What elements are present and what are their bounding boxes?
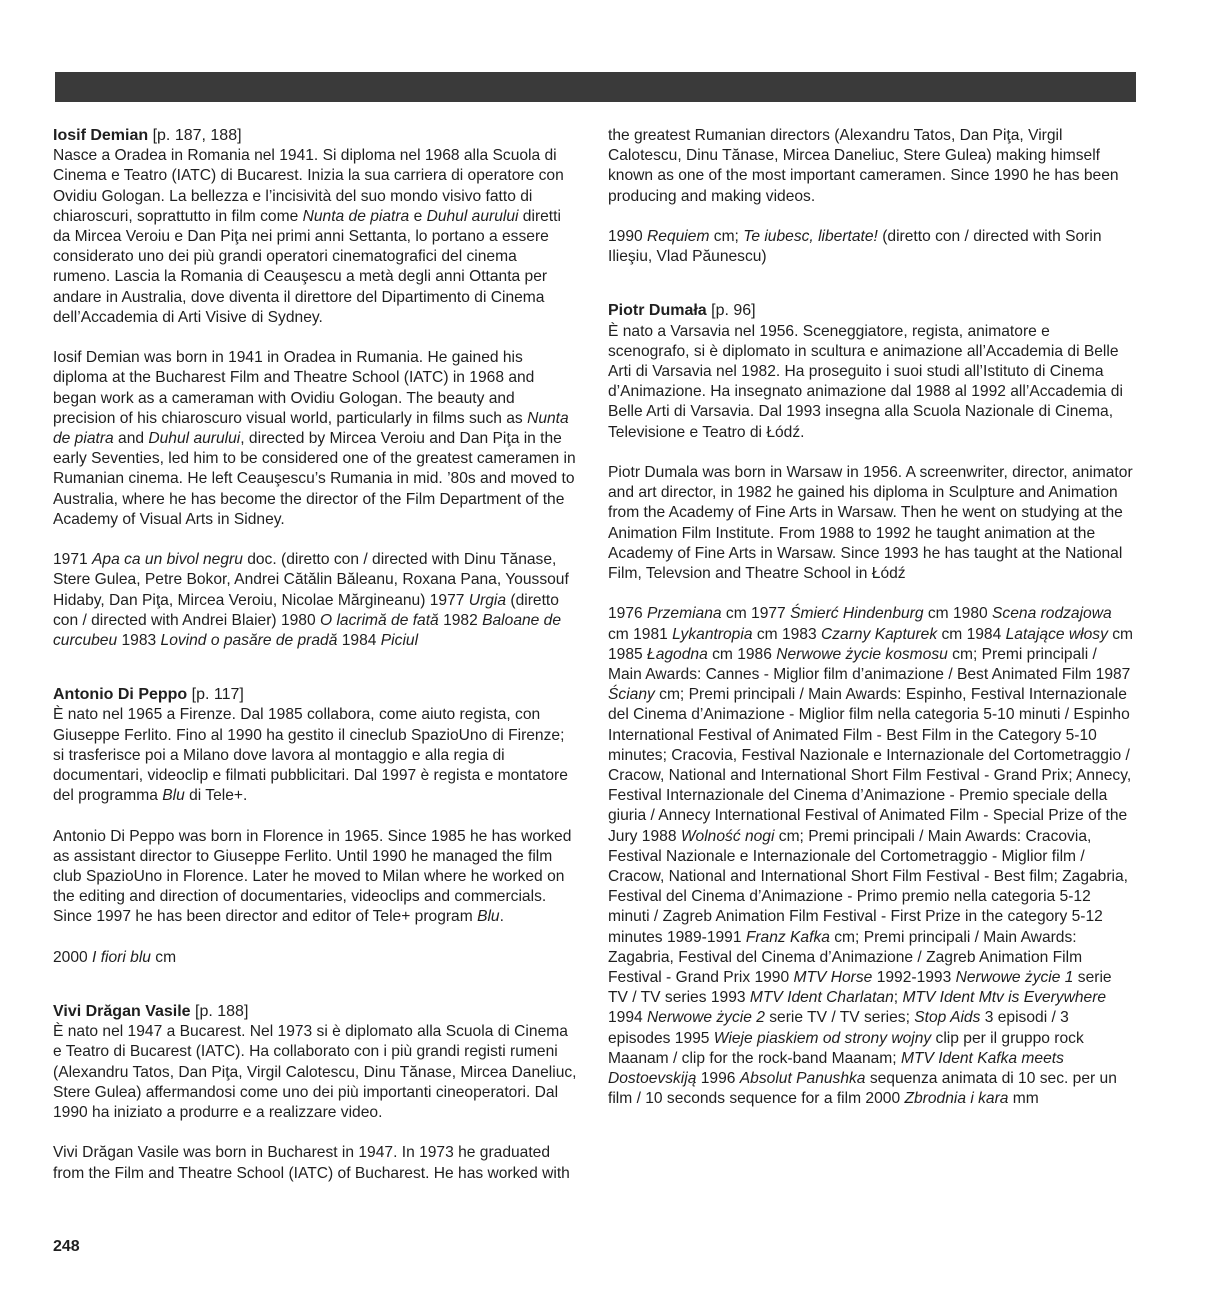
text-segment: 1988 xyxy=(641,827,681,845)
title-text: Lykantropia xyxy=(672,625,753,643)
text-segment: cm xyxy=(1107,625,1134,643)
text-segment: 1976 xyxy=(608,605,648,623)
entry-heading-dipeppo: Antonio Di Peppo [p. 117] xyxy=(53,686,244,704)
text-segment: (diretto con / directed with Sorin Ilieşiu, Vlad Păunescu) xyxy=(608,228,1102,266)
title-text: Nunta de piatra xyxy=(53,409,569,448)
title-text: Nerwowe życie 2 xyxy=(647,1009,765,1027)
bio-italian xyxy=(53,1022,578,1123)
text-segment: 1982 xyxy=(443,611,483,629)
title-text: Duhul aurului xyxy=(148,430,241,448)
text-segment: the greatest Rumanian directors (Alexandru Tatos, Dan Piţa, Virgil Calotescu, Dinu Tănase, Mircea Daneliuc, Stere Gulea) making himself known as one of the most important cameramen. Since 1990 he has been producing and making videos. xyxy=(608,127,1119,205)
title-text: Wieje piaskiem od strony wojny xyxy=(713,1029,932,1047)
text-segment: 2000 xyxy=(865,1090,905,1108)
text-segment: 1992-1993 xyxy=(876,969,956,987)
text-segment: 1977 xyxy=(429,591,469,609)
title-text: Łagodna xyxy=(647,645,708,663)
text-segment: cm xyxy=(608,625,634,643)
text-segment: cm; Premi principali / Main Awards: Espinho, Festival Internazionale del Cinema d’Animazione - Miglior film nella categoria 5-10 minuti / Espinho International Festival of Animated Film - Best Film in the Category 5-10 minutes; Cracovia, Festival Nazionale e Internazionale del Cortometraggio / Cracow, National and International Short Film Festival - Grand Prix; Annecy, Festival Internazionale del Cinema d’Animazione - Premio speciale della giuria / Annecy International Festival of Animated Film - Special Prize of the Jury xyxy=(608,686,1132,845)
title-text: Baloane de curcubeu xyxy=(53,611,562,650)
text-segment: cm xyxy=(721,605,752,623)
text-segment: cm; Premi principali / Main Awards: Zagabria, Festival del Cinema d’Animazione / Zagreb Animation Film Festival - Grand Prix xyxy=(608,928,1083,987)
text-segment: serie TV / TV series; xyxy=(764,1009,915,1027)
text-segment: È nato nel 1965 a Firenze. Dal 1985 collabora, come aiuto regista, con Giuseppe Ferlito. Fino al 1990 ha gestito il cineclub SpazioUno di Firenze; si trasferisce poi a Milano dove lavora al montaggio e alla regia di documentari, videoclip e filmati pubblicitari. Dal 1997 è regista e montatore del programma xyxy=(53,706,568,805)
bio-english xyxy=(53,348,578,530)
text-segment: 1981 xyxy=(633,625,673,643)
text-segment: cm xyxy=(937,625,967,643)
entry-heading-demian: Iosif Demian [p. 187, 188] xyxy=(53,127,242,144)
title-text: Wolność nogi xyxy=(680,827,775,845)
title-text: MTV Ident Charlatan xyxy=(749,989,894,1007)
text-segment: 1986 xyxy=(737,645,777,663)
page-number: 248 xyxy=(53,1238,80,1255)
title-text: MTV Horse xyxy=(793,969,873,987)
title-text: Urgia xyxy=(468,591,507,609)
text-segment: di Tele+. xyxy=(184,787,248,805)
text-segment: 1971 xyxy=(53,551,93,569)
filmography xyxy=(53,550,578,651)
text-segment: sequenza animata di 10 sec. per un film / 10 seconds sequence for a film xyxy=(608,1070,1117,1108)
text-segment: 1980 xyxy=(953,605,993,623)
text-segment: cm; Premi principali / Main Awards: Cracovia, Festival Nazionale e Internazionale del Cortometraggio - Miglior film / Cracow, National and International Short Film Festival - Best film; Zagabria, Festival del Cinema d’Animazione - Primo premio nella categoria 5-12 minuti / Zagreb Animation Film Festival - First Prize in the category 5-12 minutes xyxy=(608,827,1129,946)
text-segment: 1993 xyxy=(710,989,750,1007)
title-text: O lacrimă de fată xyxy=(319,611,439,629)
filmography xyxy=(608,227,1134,267)
title-text: Piciul xyxy=(380,632,419,650)
title-text: Requiem xyxy=(647,228,710,245)
title-text: Śmierć Hindenburg xyxy=(790,605,924,623)
text-segment: , directed by Mircea Veroiu and Dan Piţa in the early Seventies, led him to be considered one of the greatest cameramen in Rumanian cinema. He left Ceauşescu’s Rumania in mid. ’80s and moved to Australia, where he has become the director of the Film Department of the Academy of Visual Arts in Sidney. xyxy=(53,430,576,528)
text-segment: Piotr Dumala was born in Warsaw in 1956. A screenwriter, director, animator and art director, in 1982 he gained his diploma in Sculpture and Animation from the Academy of Fine Arts in Warsaw. Then he went on studying at the Animation Film Institute. From 1988 to 1992 he taught animation at the Academy of Fine Arts in Warsaw. Since 1993 he has taught at the National Film, Televsion and Theatre School in Łódź xyxy=(608,464,1133,583)
text-segment: e xyxy=(409,207,427,225)
bio-english xyxy=(53,827,578,928)
filmography xyxy=(53,948,578,968)
text-segment: cm; Premi principali / Main Awards: Cannes - Miglior film d’animazione / Best Animated Film xyxy=(608,645,1097,684)
text-segment: doc. (diretto con / directed with Dinu Tănase, Stere Gulea, Petre Bokor, Andrei Cătălin Băleanu, Roxana Pana, Youssouf Hidaby, Dan Piţa, Mircea Veroiu, Nicolae Mărgineanu) xyxy=(53,551,569,609)
left-column xyxy=(53,126,578,1184)
title-text: Absolut Panushka xyxy=(739,1070,866,1088)
title-text: Apa ca un bivol negru xyxy=(92,551,243,569)
title-text: Stop Aids xyxy=(914,1009,981,1027)
title-text: Duhul aurului xyxy=(426,207,519,225)
text-segment: serie TV / TV series xyxy=(608,969,1112,1007)
text-segment: 1996 xyxy=(700,1070,740,1088)
text-segment: Iosif Demian was born in 1941 in Oradea in Rumania. He gained his diploma at the Bucharest Film and Theatre School (IATC) in 1968 and began work as a cameraman with Ovidiu Gologan. The beauty and precision of his chiaroscuro visual world, particularly in films such as xyxy=(53,349,535,427)
text-segment: cm xyxy=(752,625,782,643)
title-text: Zbrodnia i kara xyxy=(904,1090,1009,1108)
text-segment: 1990 xyxy=(608,228,648,245)
text-segment: 1994 xyxy=(608,1009,648,1027)
text-segment: 1984 xyxy=(966,625,1006,643)
title-text: Scena rodzajowa xyxy=(992,605,1112,623)
text-segment: 1985 xyxy=(608,645,648,663)
bio-italian xyxy=(53,146,578,328)
text-segment: cm; xyxy=(709,228,744,245)
entry-heading-dumala: Piotr Dumała [p. 96] xyxy=(608,302,756,320)
text-segment: 1984 xyxy=(341,632,381,650)
text-segment: È nato a Varsavia nel 1956. Sceneggiatore, regista, animatore e scenografo, si è diplomato in scultura e animazione all’Accademia di Belle Arti di Varsavia nel 1982. Ha proseguito i suoi studi all’Istituto di Cinema d’Animazione. Ha insegnato animazione dal 1988 al 1992 all’Accademia di Belle Arti di Varsavia. Dal 1993 insegna alla Scuola Nazionale di Cinema, Televisione e Teatro di Łódź. xyxy=(608,322,1123,441)
bio-italian xyxy=(53,705,578,806)
title-text: Przemiana xyxy=(647,605,722,623)
title-text: Blu xyxy=(162,787,185,805)
text-segment: 1983 xyxy=(121,632,161,650)
text-segment: Vivi Drăgan Vasile was born in Bucharest in 1947. In 1973 he graduated from the Film and Theatre School (IATC) of Bucharest. He has worked with xyxy=(53,1144,570,1182)
title-text: I fiori blu xyxy=(92,948,151,966)
text-segment: 1983 xyxy=(781,625,821,643)
text-segment: 1990 xyxy=(754,969,794,987)
title-text: Latające włosy xyxy=(1005,625,1108,643)
text-segment: cm xyxy=(707,645,738,663)
text-segment: 1980 xyxy=(280,611,320,629)
text-segment: and xyxy=(113,430,149,448)
title-text: Ściany xyxy=(608,686,655,704)
entry-heading-vasile: Vivi Drăgan Vasile [p. 188] xyxy=(53,1003,249,1021)
text-segment: cm xyxy=(923,605,953,623)
title-text: Nerwowe życie 1 xyxy=(955,969,1074,987)
bio-english xyxy=(53,1143,578,1183)
text-segment: 3 episodi / 3 episodes xyxy=(608,1009,1069,1047)
bio-english-continued xyxy=(608,126,1134,207)
text-segment: 1989-1991 xyxy=(666,928,746,946)
text-segment: cm xyxy=(150,948,177,966)
bio-italian xyxy=(608,322,1134,443)
title-text: MTV Ident Kafka meets Dostoevskiją xyxy=(608,1049,1064,1088)
title-text: Blu xyxy=(477,908,500,926)
title-text: Nerwowe życie kosmosu xyxy=(776,645,948,663)
text-segment: 1977 xyxy=(751,605,791,623)
text-segment: Nasce a Oradea in Romania nel 1941. Si diploma nel 1968 alla Scuola di Cinema e Teatro (IATC) di Bucarest. Inizia la sua carriera di operatore con Ovidiu Gologan. La bellezza e l’incisività del suo mondo visivo fatto di chiaroscuri, soprattutto in film come xyxy=(53,147,564,225)
right-column xyxy=(608,126,1134,1110)
title-text: Lovind o pasăre de pradă xyxy=(160,632,338,650)
text-segment: ; xyxy=(893,989,903,1007)
text-segment: (diretto con / directed with Andrei Blaier) xyxy=(53,591,559,629)
bio-english xyxy=(608,463,1134,584)
header-bar xyxy=(55,72,1136,102)
text-segment: 1987 xyxy=(1095,666,1131,684)
title-text: Nunta de piatra xyxy=(302,207,410,225)
text-segment: clip per il gruppo rock Maanam / clip for the rock-band Maanam; xyxy=(608,1029,1084,1067)
text-segment: 1995 xyxy=(674,1029,714,1047)
text-segment: Antonio Di Peppo was born in Florence in 1965. Since 1985 he has worked as assistant director to Giuseppe Ferlito. Until 1990 he managed the film club SpazioUno in Florence. Later he moved to Milan where he worked on the editing and direction of documentaries, videoclips and commercials. Since 1997 he has been director and editor of Tele+ program xyxy=(53,827,572,926)
text-segment: 2000 xyxy=(53,948,93,966)
title-text: Czarny Kapturek xyxy=(820,625,938,643)
text-segment: mm xyxy=(1008,1090,1039,1108)
text-segment: . xyxy=(499,908,504,926)
title-text: MTV Ident Mtv is Everywhere xyxy=(902,989,1107,1007)
text-segment: È nato nel 1947 a Bucarest. Nel 1973 si è diplomato alla Scuola di Cinema e Teatro di Bucarest (IATC). Ha collaborato con i più grandi registi rumeni (Alexandru Tatos, Dan Piţa, Virgil Calotescu, Dinu Tănase, Mircea Daneliuc, Stere Gulea) affermandosi come uno dei più importanti cineoperatori. Dal 1990 ha iniziato a produrre e a realizzare video. xyxy=(53,1023,577,1122)
title-text: Te iubesc, libertate! xyxy=(743,228,878,245)
title-text: Franz Kafka xyxy=(745,928,830,946)
text-segment: diretti da Mircea Veroiu e Dan Piţa nei primi anni Settanta, lo portano a essere considerato uno dei più grandi operatori cinematografici del cinema rumeno. Lascia la Romania di Ceauşescu a metà degli anni Ottanta per andare in Australia, dove diventa il direttore del Dipartimento di Cinema dell’Accademia di Arti Visive di Sydney. xyxy=(53,207,561,326)
filmography xyxy=(608,604,1134,1109)
